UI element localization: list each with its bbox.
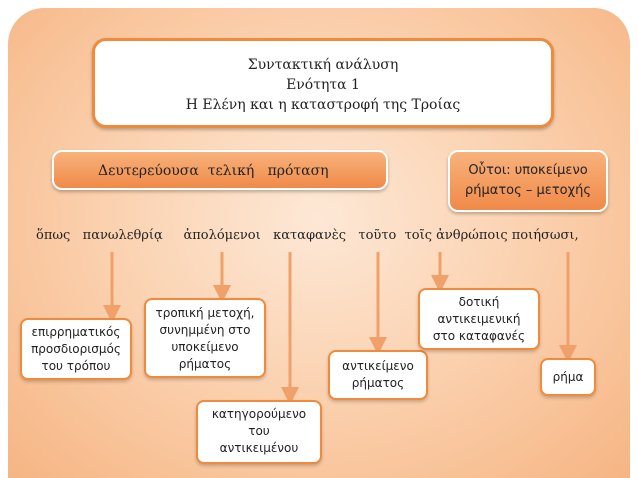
title-line-2: Ενότητα 1 xyxy=(286,77,360,93)
greek-sentence: ὅπως πανωλεθρίᾳ ἀπολόμενοι καταφανὲς τοῦτο τοῖς ἀνθρώποις ποιήσωσι, xyxy=(36,228,579,243)
predicate-line-1: κατηγορούμενο xyxy=(211,407,307,421)
title-line-1: Συντακτική ανάλυση xyxy=(247,57,399,73)
adverbial-line-1: επιρρηματικός xyxy=(31,325,121,339)
clause-label-box: Δευτερεύουσα τελική πρόταση xyxy=(52,150,388,190)
adverbial-box xyxy=(20,318,132,380)
object-line-1: αντικείμενο xyxy=(342,359,414,373)
adverbial-line-2: προσδιορισμός xyxy=(31,342,121,356)
predicate-line-3: αντικειμένου xyxy=(219,441,299,455)
subject-note-line-1: Οὗτοι: υποκείμενο xyxy=(468,163,588,178)
participle-line-2: συνημμένη στο xyxy=(159,323,251,337)
participle-line-4: ρήματος xyxy=(178,357,232,371)
subject-note-line-2: ρήματος – μετοχής xyxy=(465,183,591,198)
participle-box xyxy=(144,298,266,378)
participle-line-3: υποκείμενο xyxy=(171,340,239,354)
predicate-box xyxy=(196,400,322,464)
dative-line-2: αντικειμενική xyxy=(437,312,521,326)
dative-line-1: δοτική xyxy=(458,295,500,309)
adverbial-line-3: του τρόπου xyxy=(41,359,111,373)
title-line-3: Η Ελένη και η καταστροφή της Τροίας xyxy=(185,97,461,113)
verb-line-1: ρήμα xyxy=(552,370,584,384)
predicate-line-2: του xyxy=(248,424,270,438)
object-line-2: ρήματος xyxy=(351,376,405,390)
participle-line-1: τροπική μετοχή, xyxy=(155,306,255,320)
dative-line-3: στο καταφανές xyxy=(432,329,526,343)
dative-box xyxy=(418,288,540,350)
object-box xyxy=(328,350,428,400)
verb-box xyxy=(540,358,596,396)
